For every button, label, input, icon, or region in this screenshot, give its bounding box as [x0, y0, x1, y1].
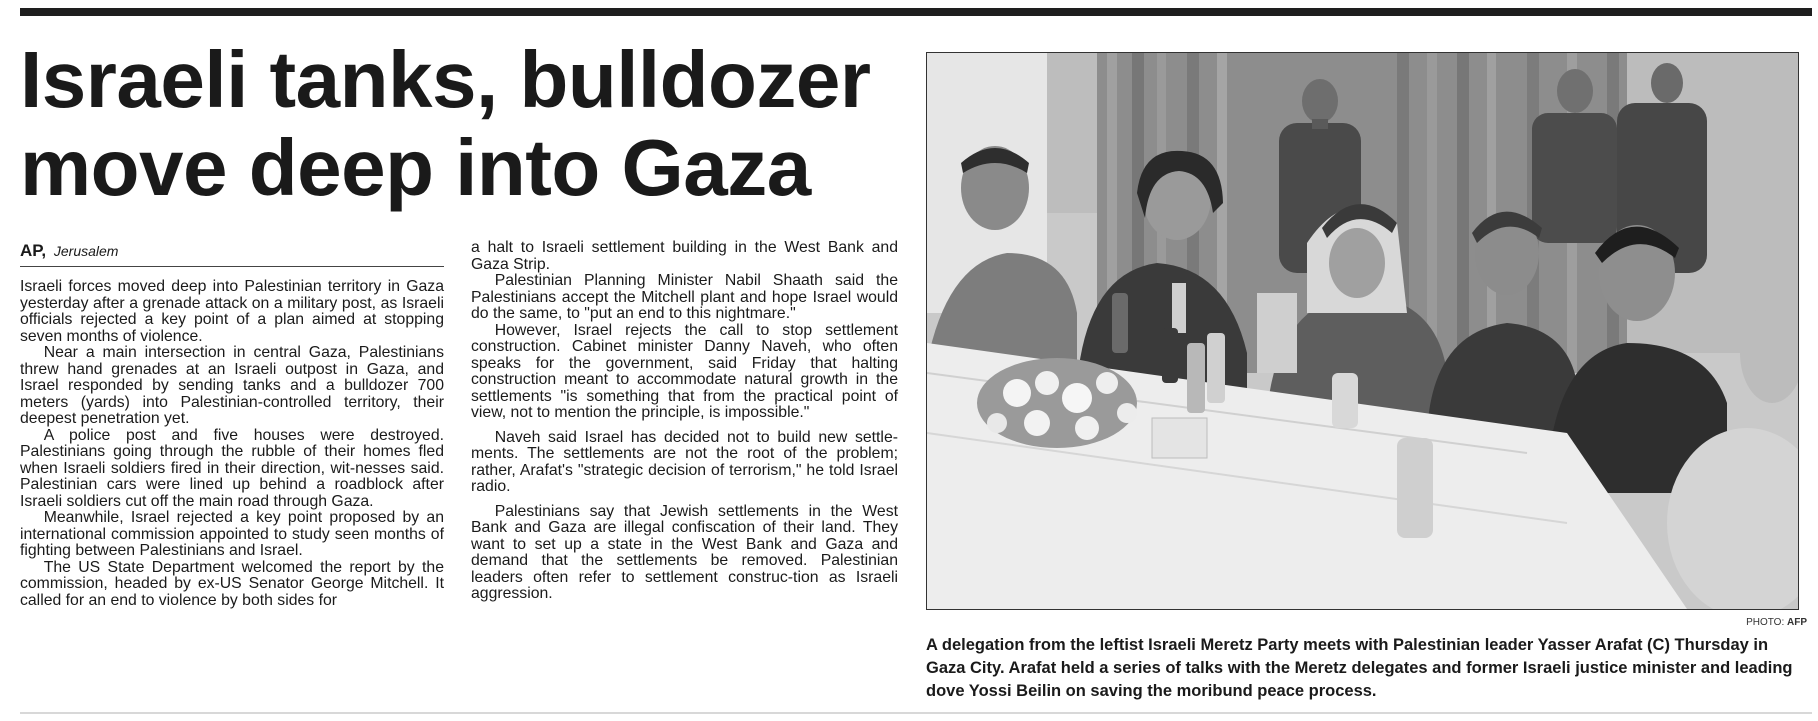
- photo-credit-label: PHOTO:: [1746, 617, 1785, 628]
- photo-credit: [1600, 617, 1807, 629]
- paragraph: Israeli forces moved deep into Palestinian territory in Gaza yesterday after a grenade attack on a military post, as Israeli officials rejected a key point of a plan aimed at stopping seven months of violence.: [20, 278, 444, 345]
- paragraph: A police post and five houses were destroyed. Palestinians going through the rubble of their homes fled when Israeli soldiers fired in their direction, wit-nesses said. Palestinian cars were lined up behind a roadblock after Israeli soldiers cut off the main road through Gaza.: [20, 426, 444, 510]
- photo-illustration: [927, 53, 1798, 609]
- paragraph: Palestinian Planning Minister Nabil Shaath said the Palestinians accept the Mitchell plant and hope Israel would do the same, to "put an end to this nightmare.": [471, 272, 898, 322]
- bottom-rule: [20, 712, 1812, 714]
- photo-caption: A delegation from the leftist Israeli Meretz Party meets with Palestinian leader Yasser Arafat (C) Thursday in Gaza City. Arafat held a series of talks with the Meretz delegates and former Israeli justice minister and leading dove Yossi Beilin on saving the moribund peace process.: [926, 636, 1793, 700]
- headline: [20, 36, 920, 212]
- paragraph: However, Israel rejects the call to stop settlement construction. Cabinet minister Danny Naveh, who often speaks for the government, said Friday that halting construction meant to accommodate natural growth in the settlements "is something that from the practical point of view, not to mention the principle, is impossible.": [471, 321, 898, 421]
- photo-name-card: [1152, 418, 1207, 458]
- byline-agency: AP,: [20, 241, 47, 260]
- headline-line-2: move deep into Gaza: [20, 123, 811, 212]
- paragraph: The US State Department welcomed the report by the commission, headed by ex-US Senator George Mitchell. It called for an end to violence by both sides for: [20, 558, 444, 609]
- byline-dateline: Jerusalem: [53, 243, 119, 259]
- paragraph: Meanwhile, Israel rejected a key point proposed by an international commission appointed to study seen months of fighting between Palestinians and Israel.: [20, 509, 444, 559]
- top-rule: [20, 8, 1812, 16]
- paragraph: Palestinians say that Jewish settlements in the West Bank and Gaza are illegal confiscation of their land. They want to set up a state in the West Bank and Gaza and demand that the settlements be removed. Palestinian leaders often refer to settlement construc-tion as Israeli aggression.: [471, 502, 898, 602]
- paragraph: Naveh said Israel has decided not to build new settle-ments. The settlements are not the root of the problem; rather, Arafat's "strategic decision of terrorism," he told Israel radio.: [471, 428, 898, 495]
- article-column-2: [471, 240, 898, 603]
- photo-flower-arrangement: [977, 358, 1137, 448]
- paragraph: Near a main intersection in central Gaza, Palestinians threw hand grenades at an Israeli outpost in Gaza, and Israel responded by sending tanks and a bulldozer 700 meters (yards) into Palestinian-controlled territory, their deepest penetration yet.: [20, 344, 444, 427]
- byline: [20, 240, 444, 267]
- paragraph: a halt to Israeli settlement building in the West Bank and Gaza Strip.: [471, 239, 898, 273]
- photo-credit-source: AFP: [1787, 617, 1807, 628]
- article-column-1: [20, 279, 444, 609]
- headline-line-1: Israeli tanks, bulldozer: [20, 35, 871, 124]
- news-photo: [926, 52, 1799, 610]
